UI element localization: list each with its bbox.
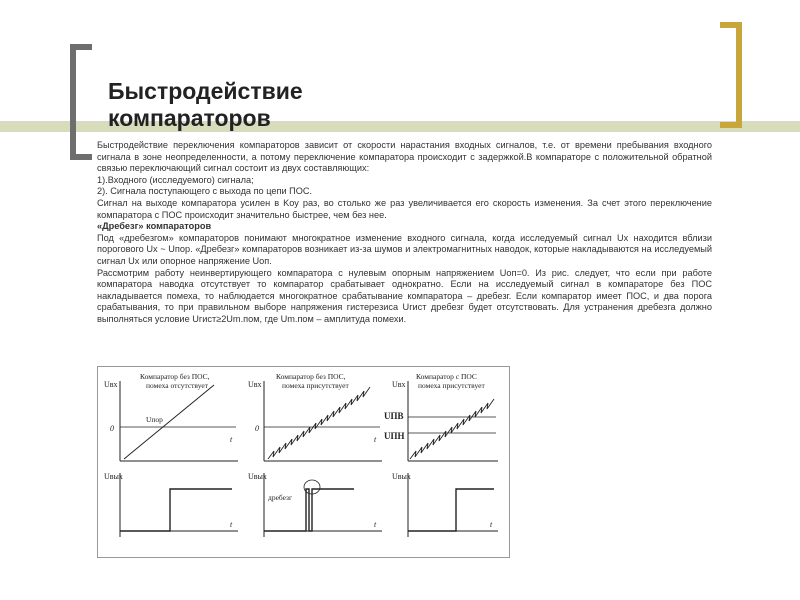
body-paragraph: 1).Входного (исследуемого) сигнала; [97,174,254,185]
svg-text:помеха присутствует: помеха присутствует [282,381,349,390]
panel-1 [104,372,238,537]
panel-3 [384,372,498,537]
svg-text:помеха присутствует: помеха присутствует [418,381,485,390]
svg-text:UПН: UПН [384,431,405,441]
panel-1-caption: Компаратор без ПОС, [140,372,210,381]
svg-text:Uвых: Uвых [392,472,411,481]
svg-text:t: t [374,520,377,529]
body-paragraph: Рассмотрим работу неинвертирующего компаратора с нулевым опорным напряжением Uоп=0. Из рис. следует, что если при работе компаратора наводка отсутствует то компаратор срабатывает однократно. Если на исследуемый сигнал в компараторе без ПОС накладывается помеха, то наблюдается многократное срабатывание компаратора – дребезг. Если компаратор имеет ПОС, и два порога срабатывания, то при правильном выборе напряжения гистерезиса Uгист дребезг будет отсутствовать. Для устранения дребезга должно выполняться условие Uгист≥2Um.пом, где Um.пом – амплитуда помехи. [97,267,712,324]
left-bracket-decoration [70,44,92,160]
body-paragraph: «Дребезг» компараторов [97,221,212,232]
body-paragraph: Сигнал на выходе компаратора усилен в Kоу раз, во столько же раз увеличивается его скорость изменения. За счет этого переключение компаратора с ПОС происходит значительно быстрее, чем без нее. [97,197,712,220]
svg-text:t: t [230,435,233,444]
svg-text:t: t [230,520,233,529]
svg-text:Uвх: Uвх [392,380,406,389]
input-axis-label-1: Uвх [104,380,118,389]
panel-2 [248,372,382,537]
comparator-figure [97,366,510,558]
panel-3-caption: Компаратор с ПОС [416,372,477,381]
body-paragraph: 2). Сигнала поступающего с выхода по цепи ПОС. [97,186,313,197]
slide-body [97,140,712,326]
comparator-diagram [98,367,509,557]
bounce-label: дребезг [268,493,293,502]
svg-text:0: 0 [255,424,259,433]
svg-text:t: t [490,520,493,529]
slide-title: Быстродействие компараторов [108,78,303,131]
panel-2-caption: Компаратор без ПОС, [276,372,346,381]
svg-text:t: t [374,435,377,444]
svg-text:Uпор: Uпор [146,415,163,424]
svg-text:Uвых: Uвых [248,472,267,481]
output-axis-label-1: Uвых [104,472,123,481]
body-paragraph: Под «дребезгом» компараторов понимают многократное изменение входного сигнала, когда исследуемый сигнал Ux находится вблизи порогового Ux ~ Uпор. «Дребезг» компараторов возникает из-за шумов и электромагнитных наводок, которые накладываются на исследуемый сигнал Ux или опорное напряжение Uоп. [97,232,712,266]
svg-text:0: 0 [110,424,114,433]
svg-text:UПВ: UПВ [384,411,404,421]
right-bracket-decoration [720,22,742,128]
body-paragraph: Быстродействие переключения компараторов зависит от скорости нарастания входных сигналов, т.е. от времени пребывания входного сигнала в зоне неопределенности, а потому переключение компаратора происходит с задержкой.В компараторе с положительной обратной связью переключающий сигнал состоит из двух составляющих: [97,140,712,174]
svg-text:Uвх: Uвх [248,380,262,389]
svg-text:помеха отсутствует: помеха отсутствует [146,381,208,390]
